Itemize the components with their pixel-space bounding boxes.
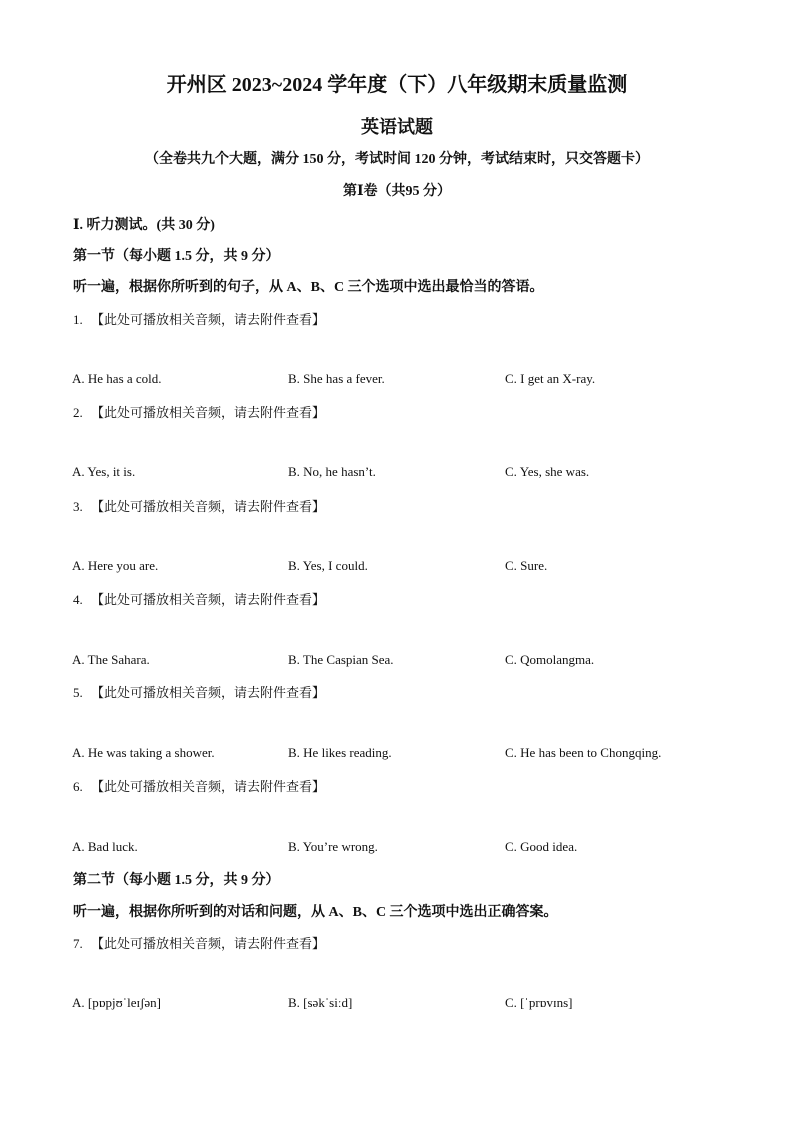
option-a: A. Here you are. — [72, 558, 159, 573]
question-number: 6. — [73, 779, 83, 794]
option-a: A. Bad luck. — [72, 839, 138, 854]
question-6 — [73, 776, 325, 795]
question-3 — [73, 496, 325, 515]
question-number: 4. — [73, 592, 83, 607]
option-c: C. Qomolangma. — [505, 652, 595, 667]
option-c: C. Good idea. — [505, 839, 578, 854]
question-number: 7. — [73, 936, 83, 951]
audio-prompt: 【此处可播放相关音频，请去附件查看】 — [91, 779, 326, 794]
question-number: 3. — [73, 499, 83, 514]
section2-instruction: 听一遍，根据你所听到的对话和问题，从 A、B、C 三个选项中选出正确答案。 — [73, 905, 558, 920]
audio-prompt: 【此处可播放相关音频，请去附件查看】 — [91, 312, 326, 327]
part-title: Ⅰ. 听力测试。(共 30 分) — [73, 218, 215, 233]
audio-prompt: 【此处可播放相关音频，请去附件查看】 — [91, 685, 326, 700]
question-number: 2. — [73, 405, 83, 420]
options-1 — [72, 371, 752, 389]
question-7 — [73, 933, 325, 952]
volume-title: 第Ⅰ卷（共95 分） — [342, 184, 452, 199]
question-2 — [73, 402, 325, 421]
exam-title: 开州区 2023~2024 学年度（下）八年级期末质量监测 — [166, 74, 628, 96]
audio-prompt: 【此处可播放相关音频，请去附件查看】 — [91, 405, 326, 420]
audio-prompt: 【此处可播放相关音频，请去附件查看】 — [91, 592, 326, 607]
options-3 — [72, 558, 752, 576]
question-number: 5. — [73, 685, 83, 700]
options-7 — [72, 995, 752, 1013]
options-6 — [72, 839, 752, 857]
option-b: B. Yes, I could. — [288, 558, 368, 573]
option-b: B. The Caspian Sea. — [288, 652, 394, 667]
option-b: B. [səkˈsiːd] — [288, 995, 353, 1010]
options-4 — [72, 652, 752, 670]
option-b: B. She has a fever. — [288, 371, 385, 386]
option-b: B. He likes reading. — [288, 745, 392, 760]
option-c: C. He has been to Chongqing. — [505, 745, 662, 760]
question-5 — [73, 682, 325, 701]
option-a: A. [pɒpjʊˈleɪʃən] — [72, 995, 162, 1010]
section2-title: 第二节（每小题 1.5 分，共 9 分） — [73, 873, 280, 888]
exam-note: （全卷共九个大题，满分 150 分，考试时间 120 分钟，考试结束时，只交答题卡） — [145, 152, 649, 167]
subject-title: 英语试题 — [361, 117, 433, 137]
option-b: B. You’re wrong. — [288, 839, 378, 854]
option-a: A. Yes, it is. — [72, 464, 136, 479]
section1-instruction: 听一遍，根据你所听到的句子，从 A、B、C 三个选项中选出最恰当的答语。 — [73, 280, 544, 295]
section1-title: 第一节（每小题 1.5 分，共 9 分） — [73, 249, 280, 264]
question-4 — [73, 589, 325, 608]
option-c: C. I get an X-ray. — [505, 371, 596, 386]
option-c: C. [ˈprɒvɪns] — [505, 995, 573, 1010]
option-b: B. No, he hasn’t. — [288, 464, 376, 479]
options-2 — [72, 464, 752, 482]
question-number: 1. — [73, 312, 83, 327]
audio-prompt: 【此处可播放相关音频，请去附件查看】 — [91, 936, 326, 951]
options-5 — [72, 745, 752, 763]
option-c: C. Sure. — [505, 558, 548, 573]
audio-prompt: 【此处可播放相关音频，请去附件查看】 — [91, 499, 326, 514]
option-c: C. Yes, she was. — [505, 464, 590, 479]
option-a: A. He has a cold. — [72, 371, 162, 386]
option-a: A. He was taking a shower. — [72, 745, 215, 760]
option-a: A. The Sahara. — [72, 652, 150, 667]
question-1 — [73, 309, 325, 328]
